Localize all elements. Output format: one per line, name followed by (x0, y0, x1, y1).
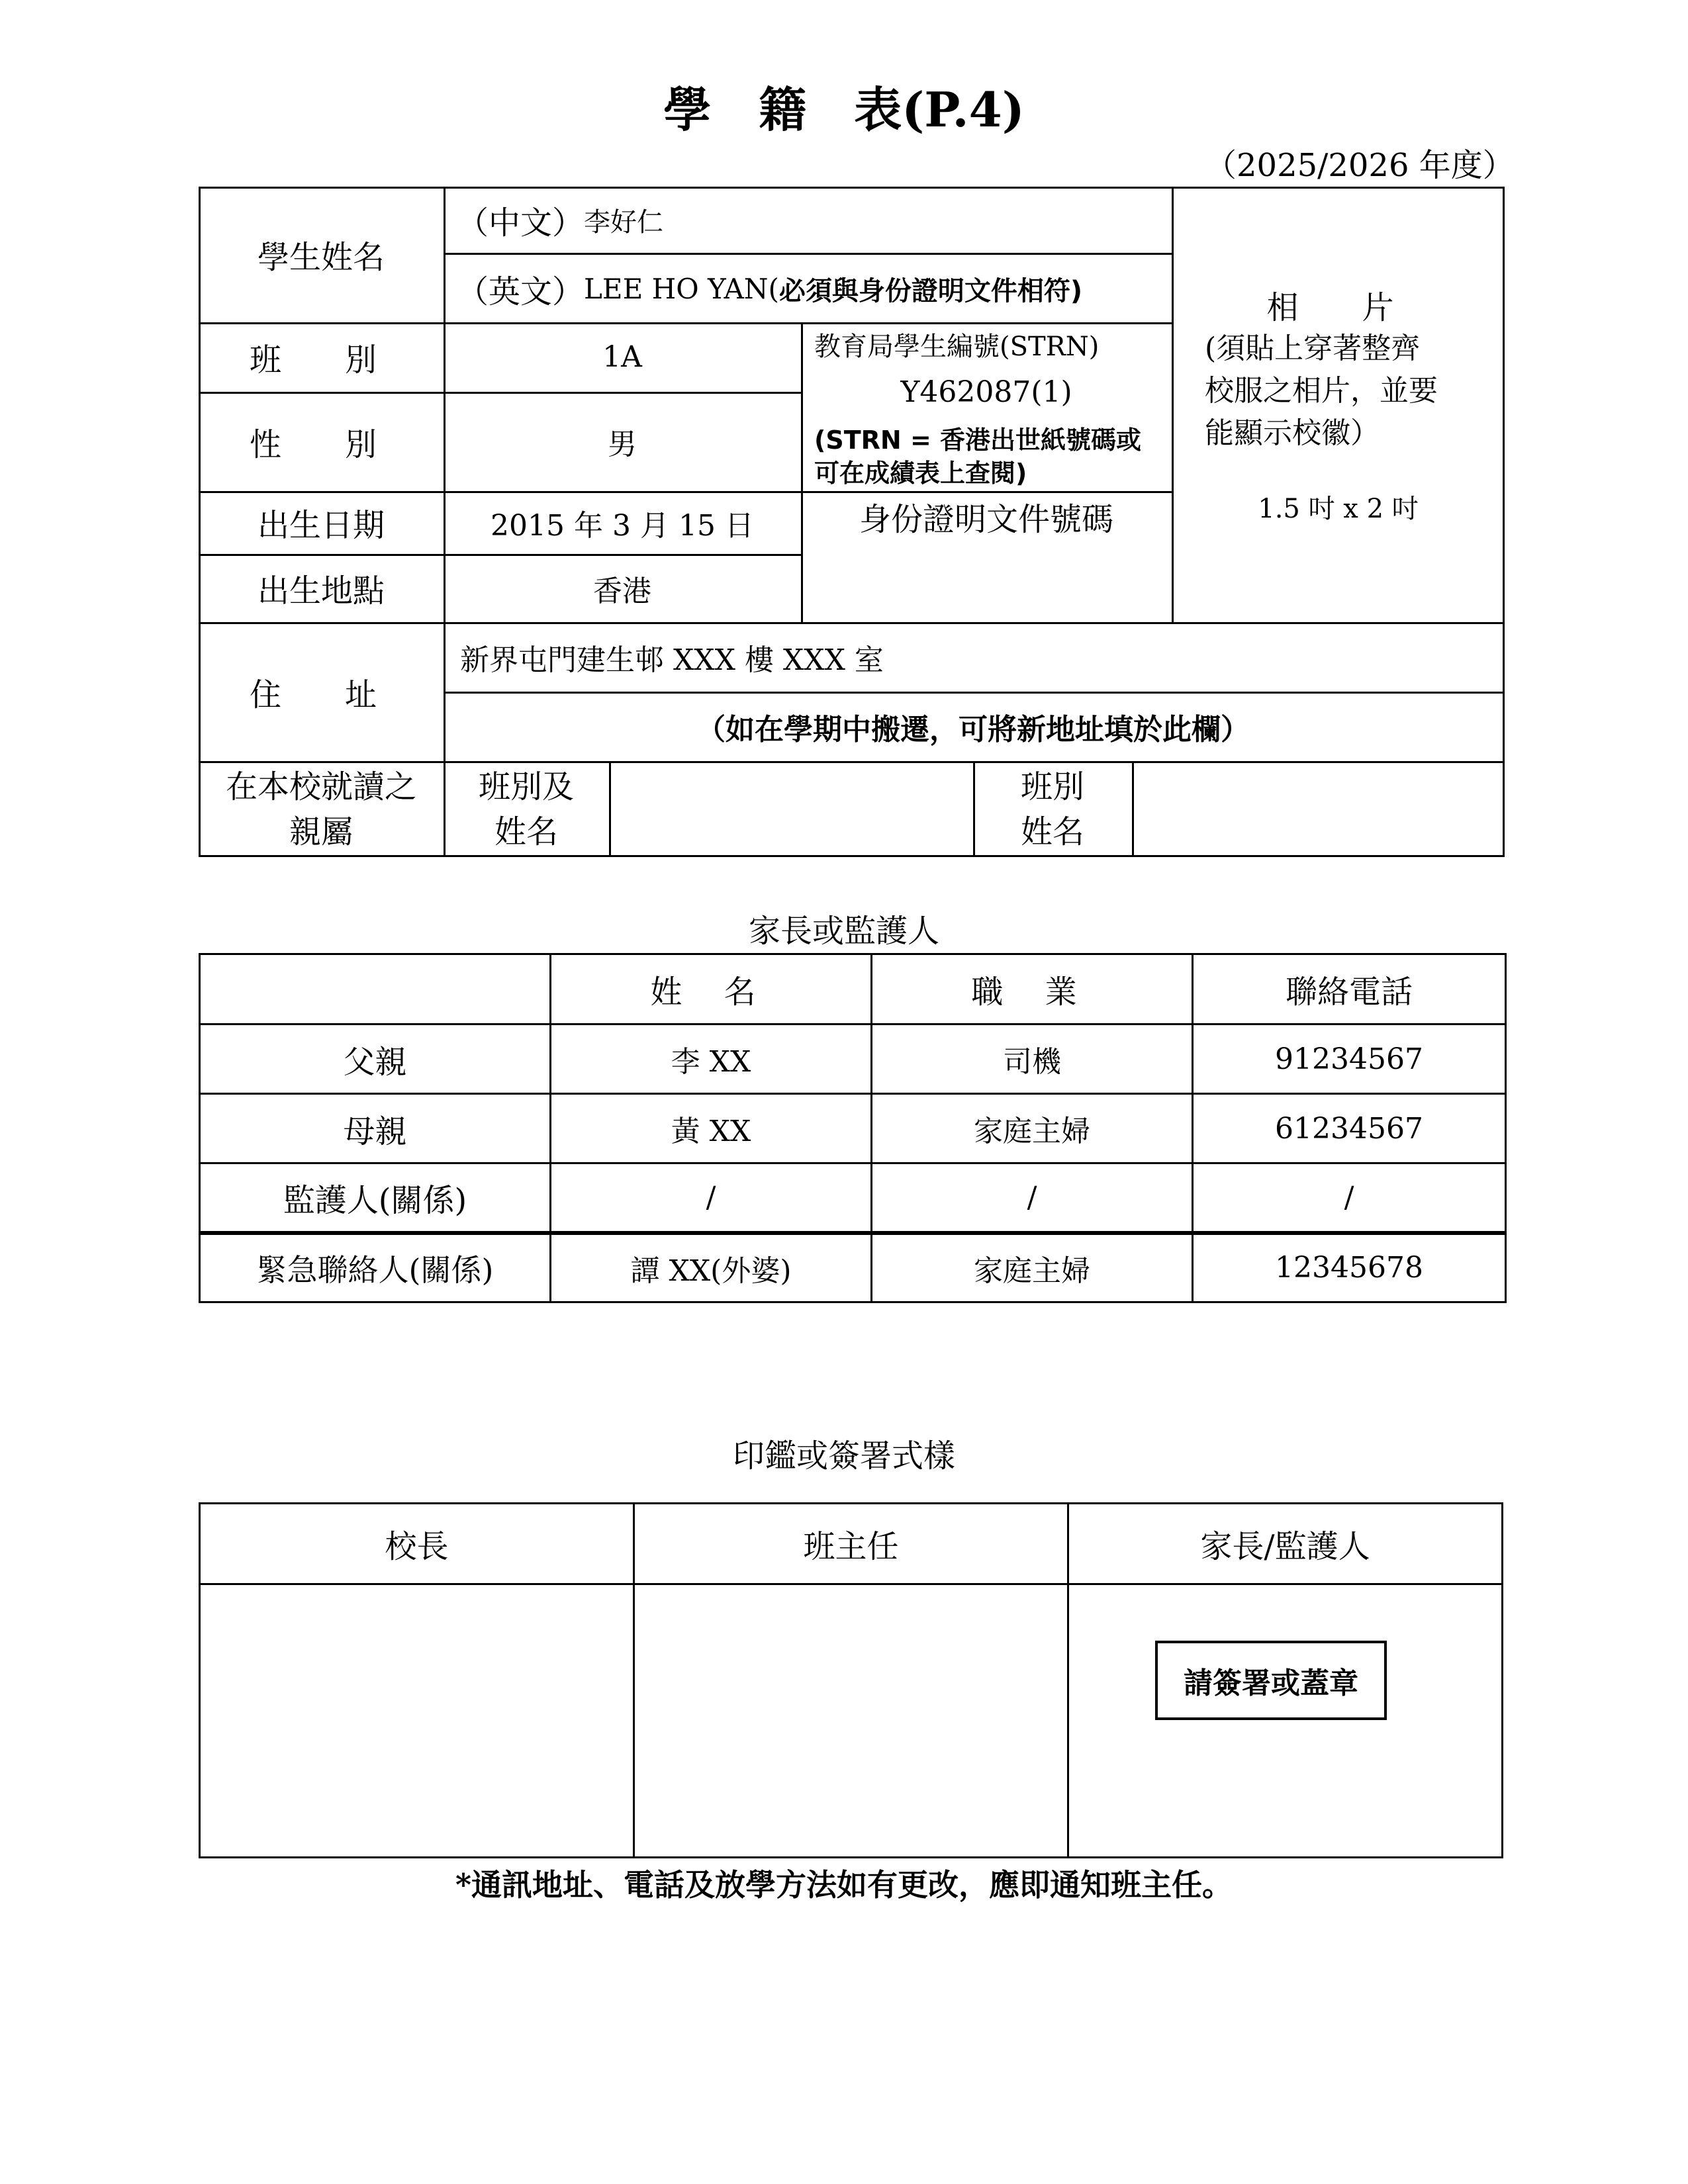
relative-1-value[interactable] (611, 763, 973, 855)
guardians-header-phone: 聯絡電話 (1193, 954, 1506, 1024)
english-name-row (457, 255, 1172, 322)
chinese-name-row (457, 187, 1172, 253)
photo-note (1205, 328, 1496, 460)
pob-label: 出生地點 (257, 572, 385, 610)
guardians-header-row (200, 954, 1506, 1024)
relative-2-class-name-label (973, 761, 1132, 857)
class-teacher-signature-box[interactable] (634, 1584, 1068, 1858)
relative-1-label-line-1: 班別及 (478, 768, 574, 805)
relative-1-class-name-label (444, 761, 609, 857)
relatives-label-line-2: 親屬 (289, 813, 353, 850)
class-value: 1A (602, 340, 642, 374)
principal-signature-box[interactable] (200, 1584, 634, 1858)
guardian-relation: 父親 (200, 1024, 551, 1094)
signature-header-parent: 家長/監護人 (1068, 1504, 1503, 1584)
id-document-label: 身份證明文件號碼 (859, 500, 1113, 538)
signatures-title: 印鑑或簽署式樣 (732, 1437, 955, 1475)
dob-value: 2015 年 3 月 15 日 (491, 508, 754, 543)
guardian-name[interactable]: 黃 XX (551, 1094, 872, 1163)
guardian-row-father (200, 1024, 1506, 1094)
relative-1-label-line-2: 姓名 (494, 813, 558, 850)
photo-note-line-2: 校服之相片，並要 (1205, 374, 1438, 408)
relative-2-label-line-2: 姓名 (1020, 813, 1084, 850)
parent-signature-box[interactable] (1068, 1584, 1503, 1858)
page-title: 學 籍 表(P.4) (663, 81, 1025, 138)
relative-2-value[interactable] (1134, 763, 1503, 855)
relatives-label (199, 761, 444, 857)
guardian-phone[interactable]: / (1193, 1163, 1506, 1233)
school-year: （2025/2026 年度） (1205, 146, 1515, 184)
english-name-prefix: （英文） (457, 273, 585, 310)
chinese-name-value: 李好仁 (584, 206, 664, 238)
address-value: 新界屯門建生邨 XXX 樓 XXX 室 (460, 643, 884, 677)
class-label: 班 別 (249, 341, 393, 379)
guardian-occupation[interactable]: / (872, 1163, 1193, 1233)
english-name-note: 必須與身份證明文件相符) (778, 275, 1083, 306)
guardian-occupation[interactable]: 家庭主婦 (872, 1094, 1193, 1163)
strn-label: 教育局學生編號(STRN) (814, 331, 1100, 362)
guardians-header-name: 姓 名 (551, 954, 872, 1024)
relative-2-label-line-1: 班別 (1020, 768, 1084, 805)
guardian-row-emergency (200, 1233, 1506, 1302)
guardians-title: 家長或監護人 (748, 913, 939, 950)
strn-value: Y462087(1) (900, 375, 1072, 409)
signatures-table (199, 1502, 1503, 1858)
pob-value: 香港 (593, 574, 651, 608)
english-name-value: LEE HO YAN( (584, 272, 779, 305)
guardian-row-guardian (200, 1163, 1506, 1233)
guardian-relation: 監護人(關係) (200, 1163, 551, 1233)
gender-value: 男 (608, 428, 637, 461)
strn-note-line-1: (STRN = 香港出世紙號碼或 (814, 426, 1142, 455)
guardians-header-occupation: 職 業 (872, 954, 1193, 1024)
guardian-phone[interactable]: 61234567 (1193, 1094, 1506, 1163)
guardian-relation: 緊急聯絡人(關係) (200, 1233, 551, 1302)
photo-note-line-3: 能顯示校徽） (1205, 416, 1380, 450)
signatures-header-row (200, 1504, 1503, 1584)
gender-label: 性 別 (249, 426, 393, 463)
guardian-occupation[interactable]: 家庭主婦 (872, 1233, 1193, 1302)
signature-header-principal: 校長 (200, 1504, 634, 1584)
guardians-header-blank (200, 954, 551, 1024)
photo-size: 1.5 吋 x 2 吋 (1258, 493, 1419, 524)
guardian-relation: 母親 (200, 1094, 551, 1163)
photo-title: 相 片 (1266, 289, 1410, 326)
signatures-box-row (200, 1584, 1503, 1858)
guardian-name[interactable]: / (551, 1163, 872, 1233)
photo-note-line-1: (須貼上穿著整齊 (1205, 332, 1421, 365)
address-label: 住 址 (249, 676, 393, 713)
student-name-label: 學生姓名 (257, 239, 385, 276)
guardian-phone[interactable]: 91234567 (1193, 1024, 1506, 1094)
strn-note (814, 424, 1172, 490)
dob-label: 出生日期 (257, 507, 385, 544)
guardian-row-mother (200, 1094, 1506, 1163)
guardians-table (199, 953, 1507, 1303)
chinese-name-prefix: （中文） (457, 204, 585, 242)
footer-note: *通訊地址、電話及放學方法如有更改，應即通知班主任。 (455, 1867, 1233, 1903)
strn-note-line-2: 可在成績表上查閱) (814, 459, 1027, 488)
guardian-phone[interactable]: 12345678 (1193, 1233, 1506, 1302)
address-note: （如在學期中搬遷，可將新地址填於此欄） (696, 712, 1250, 747)
stamp-prompt-box (1155, 1641, 1387, 1720)
guardian-name[interactable]: 李 XX (551, 1024, 872, 1094)
stamp-prompt-text: 請簽署或蓋章 (1184, 1666, 1358, 1700)
relatives-label-line-1: 在本校就讀之 (225, 768, 416, 805)
guardian-name[interactable]: 譚 XX(外婆) (551, 1233, 872, 1302)
guardian-occupation[interactable]: 司機 (872, 1024, 1193, 1094)
signature-header-class-teacher: 班主任 (634, 1504, 1068, 1584)
